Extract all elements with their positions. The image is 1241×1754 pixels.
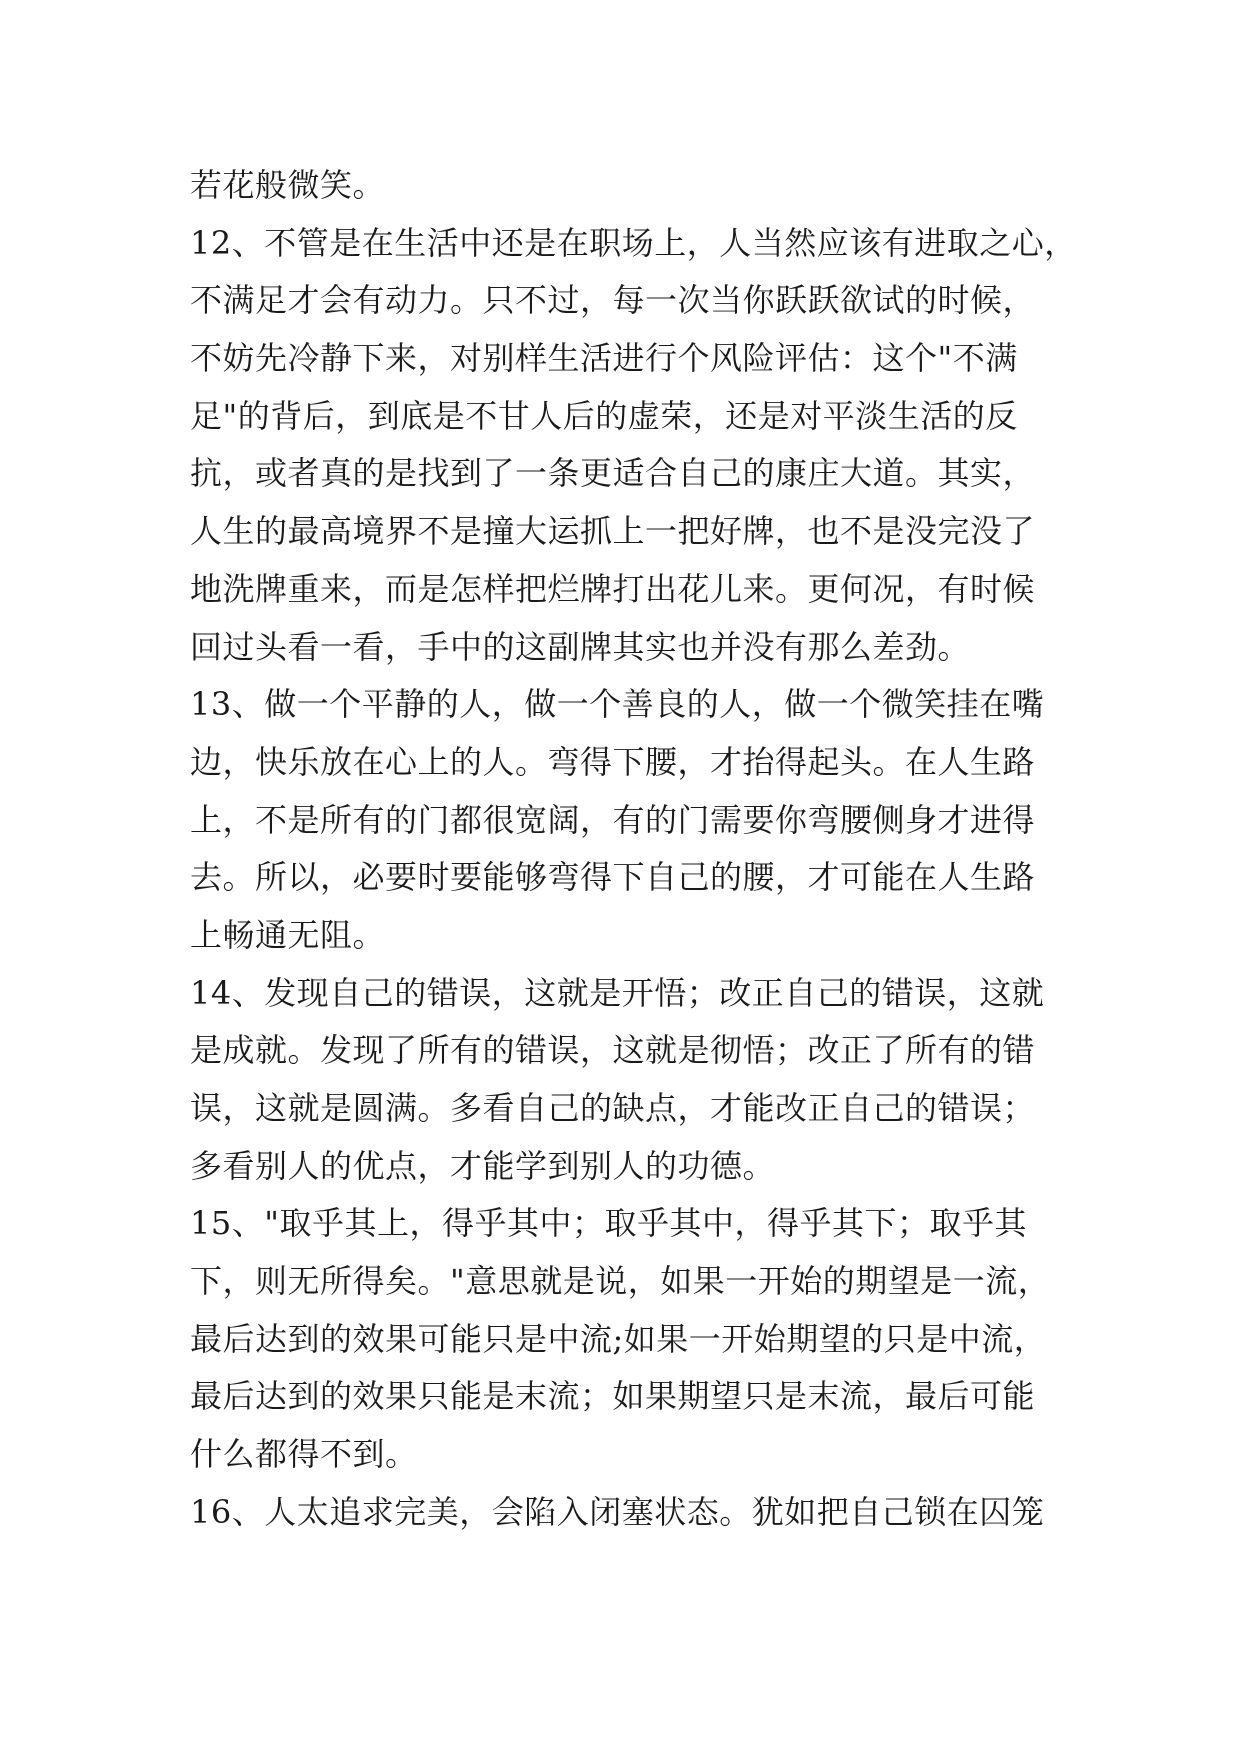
text-line: 抗，或者真的是找到了一条更适合自己的康庄大道。其实， xyxy=(190,454,1036,493)
text-line: 16、人太追求完美，会陷入闭塞状态。犹如把自己锁在囚笼 xyxy=(190,1492,1045,1531)
text-line: 12、不管是在生活中还是在职场上，人当然应该有进取之心， xyxy=(190,223,1077,262)
text-line: 地洗牌重来，而是怎样把烂牌打出花儿来。更何况，有时候 xyxy=(190,569,1036,608)
text-line: 回过头看一看，手中的这副牌其实也并没有那么差劲。 xyxy=(190,627,971,666)
text-line: 去。所以，必要时要能够弯得下自己的腰，才可能在人生路 xyxy=(190,858,1036,897)
text-line: 人生的最高境界不是撞大运抓上一把好牌，也不是没完没了 xyxy=(190,512,1036,551)
text-line: 多看别人的优点，才能学到别人的功德。 xyxy=(190,1146,776,1185)
text-line: 13、做一个平静的人，做一个善良的人，做一个微笑挂在嘴 xyxy=(190,685,1045,724)
text-line: 足"的背后，到底是不甘人后的虚荣，还是对平淡生活的反 xyxy=(190,396,1018,435)
text-line: 下，则无所得矣。"意思就是说，如果一开始的期望是一流， xyxy=(190,1262,1051,1301)
text-line: 不妨先冷静下来，对别样生活进行个风险评估：这个"不满 xyxy=(190,339,1018,378)
text-line: 误，这就是圆满。多看自己的缺点，才能改正自己的错误； xyxy=(190,1089,1036,1127)
text-line: 边，快乐放在心上的人。弯得下腰，才抬得起头。在人生路 xyxy=(190,742,1036,781)
text-line: 什么都得不到。 xyxy=(190,1435,418,1474)
text-line: 最后达到的效果只能是末流；如果期望只是末流，最后可能 xyxy=(190,1377,1036,1416)
document-body xyxy=(190,157,1077,1542)
text-line: 是成就。发现了所有的错误，这就是彻悟；改正了所有的错 xyxy=(190,1031,1036,1070)
text-line: 上畅通无阻。 xyxy=(190,915,386,954)
text-line: 上，不是所有的门都很宽阔，有的门需要你弯腰侧身才进得 xyxy=(190,800,1036,839)
text-line: 14、发现自己的错误，这就是开悟；改正自己的错误，这就 xyxy=(190,973,1045,1012)
text-line: 15、"取乎其上，得乎其中；取乎其中，得乎其下；取乎其 xyxy=(190,1204,1027,1243)
text-line: 最后达到的效果可能只是中流;如果一开始期望的只是中流， xyxy=(190,1319,1047,1358)
text-line: 不满足才会有动力。只不过，每一次当你跃跃欲试的时候， xyxy=(190,281,1036,320)
text-line: 若花般微笑。 xyxy=(190,166,386,204)
